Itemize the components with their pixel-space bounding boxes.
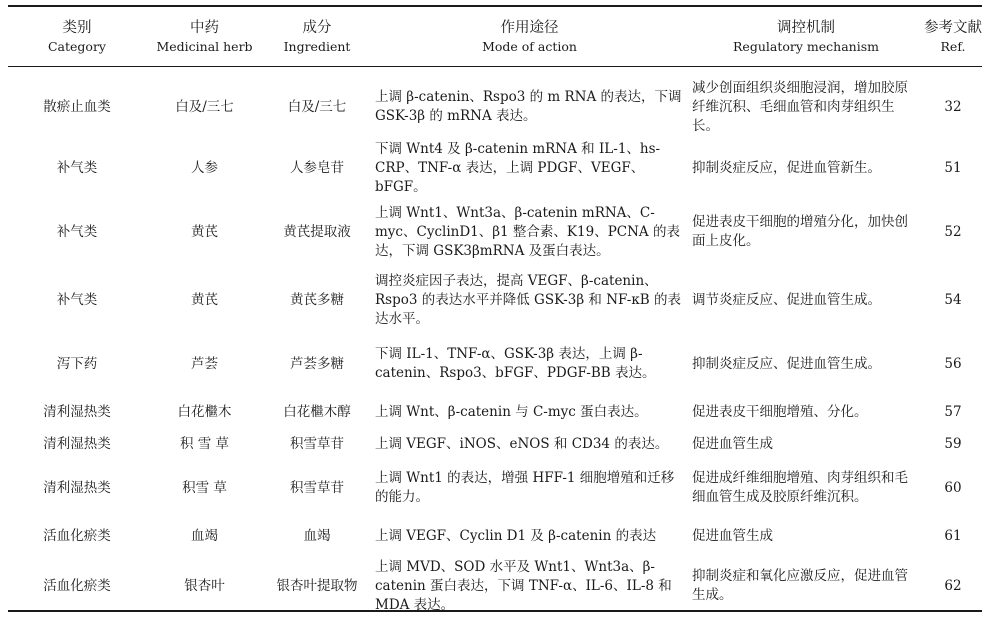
cell-category: 清利湿热类 — [43, 403, 111, 420]
cell-ref: 62 — [944, 577, 962, 594]
cell-action: 上调 Wnt1 的表达，增强 HFF-1 细胞增殖和迁移的能力。 — [375, 470, 675, 505]
cell-mechanism: 促进血管生成 — [692, 527, 773, 544]
cell-ref: 60 — [944, 479, 962, 496]
cell-ref: 57 — [944, 403, 962, 420]
cell-action: 上调 Wnt、β-catenin 与 C-myc 蛋白表达。 — [375, 403, 648, 420]
cell-mechanism: 调节炎症反应、促进血管生成。 — [692, 291, 881, 308]
cell-category: 清利湿热类 — [43, 479, 111, 496]
cell-action: 上调 VEGF、iNOS、eNOS 和 CD34 的表达。 — [375, 435, 669, 452]
header-ingredient: 成分 Ingredient — [283, 20, 351, 54]
cell-category: 补气类 — [56, 160, 98, 176]
cell-mechanism: 促进表皮干细胞增殖、分化。 — [692, 403, 868, 420]
cell-mechanism: 促进表皮干细胞的增殖分化，加快创面上皮化。 — [692, 214, 908, 249]
cell-ref: 54 — [944, 291, 962, 308]
cell-category: 补气类 — [56, 223, 98, 240]
cell-herb: 黄芪 — [191, 223, 218, 240]
cell-ingredient: 白及/三七 — [287, 98, 347, 115]
cell-mechanism: 抑制炎症反应，促进血管新生。 — [692, 160, 881, 176]
cell-action: 上调 VEGF、Cyclin D1 及 β-catenin 的表达 — [375, 527, 657, 544]
cell-ref: 56 — [944, 355, 962, 372]
header-category: 类别 Category — [47, 20, 106, 54]
cell-action: 下调 Wnt4 及 β-catenin mRNA 和 IL-1、hs-CRP、TNF-α 表达，上调 PDGF、VEGF、bFGF。 — [375, 141, 661, 195]
cell-herb: 白及/三七 — [175, 98, 234, 115]
table-row — [8, 459, 982, 517]
cell-herb: 白花檵木 — [177, 403, 232, 420]
cell-ingredient: 血竭 — [303, 527, 331, 544]
cell-ingredient: 积雪草苷 — [290, 435, 344, 452]
header-herb: 中药 Medicinal herb — [156, 20, 253, 54]
cell-ref: 52 — [944, 223, 962, 240]
spacer-row — [8, 66, 982, 74]
cell-action: 下调 IL-1、TNF-α、GSK-3β 表达，上调 β-catenin、Rspo3、bFGF、PDGF-BB 表达。 — [375, 346, 656, 381]
cell-herb: 积 雪 草 — [179, 435, 230, 452]
cell-ingredient: 人参皂苷 — [290, 160, 344, 176]
cell-mechanism: 抑制炎症反应、促进血管生成。 — [692, 355, 881, 372]
cell-ref: 59 — [944, 435, 962, 452]
cell-mechanism: 促进成纤维细胞增殖、肉芽组织和毛细血管生成及胶原纤维沉积。 — [692, 470, 908, 505]
table-row — [8, 267, 982, 333]
header-action: 作用途径 Mode of action — [482, 20, 577, 54]
table-row — [8, 555, 982, 617]
table-row — [8, 517, 982, 555]
cell-action: 调控炎症因子表达，提高 VEGF、β-catenin、Rspo3 的表达水平并降低 GSK-3β 和 NF-κB 的表达水平。 — [375, 272, 681, 327]
cell-ref: 61 — [944, 527, 962, 544]
cell-ingredient: 银杏叶提取物 — [276, 577, 358, 594]
table-row — [8, 333, 982, 395]
table-row — [8, 395, 982, 429]
cell-ingredient: 黄芪多糖 — [290, 291, 344, 308]
herb-mechanism-table — [8, 8, 982, 617]
herb-table-sheet — [8, 0, 982, 616]
cell-category: 清利湿热类 — [43, 435, 111, 452]
cell-action: 上调 MVD、SOD 水平及 Wnt1、Wnt3a、β-catenin 蛋白表达，下调 TNF-α、IL-6、IL-8 和 MDA 表达。 — [375, 558, 672, 613]
cell-ingredient: 黄芪提取液 — [283, 223, 351, 240]
cell-ref: 32 — [944, 98, 962, 115]
cell-mechanism: 抑制炎症和氧化应激反应，促进血管生成。 — [692, 568, 908, 603]
table-row — [8, 197, 982, 267]
cell-herb: 芦荟 — [191, 355, 218, 372]
header-row — [8, 8, 982, 66]
cell-herb: 人参 — [191, 160, 218, 176]
cell-ref: 51 — [944, 160, 962, 176]
cell-category: 补气类 — [56, 291, 98, 308]
cell-action: 上调 β-catenin、Rspo3 的 m RNA 的表达，下调 GSK-3β 的 mRNA 表达。 — [375, 89, 682, 124]
cell-ingredient: 积雪草苷 — [290, 479, 344, 496]
header-mechanism: 调控机制 Regulatory mechanism — [733, 20, 879, 54]
cell-category: 散瘀止血类 — [43, 98, 111, 115]
cell-category: 活血化瘀类 — [43, 527, 111, 544]
cell-herb: 黄芪 — [191, 291, 218, 308]
cell-herb: 银杏叶 — [184, 577, 225, 594]
cell-herb: 积雪 草 — [182, 479, 227, 496]
table-row — [8, 74, 982, 140]
header-ref: 参考文献 Ref. — [924, 20, 982, 54]
cell-ingredient: 芦荟多糖 — [290, 355, 344, 372]
cell-action: 上调 Wnt1、Wnt3a、β-catenin mRNA、C-myc、CyclinD1、β1 整合素、K19、PCNA 的表达，下调 GSK3βmRNA 及蛋白表达。 — [375, 204, 680, 259]
top-rule — [8, 5, 982, 7]
cell-category: 活血化瘀类 — [43, 577, 111, 594]
cell-mechanism: 促进血管生成 — [692, 435, 773, 452]
cell-category: 泻下药 — [56, 355, 98, 372]
cell-mechanism: 减少创面组织炎细胞浸润，增加胶原纤维沉积、毛细血管和肉芽组织生长。 — [692, 79, 908, 134]
table-row — [8, 140, 982, 197]
table-row — [8, 429, 982, 459]
cell-ingredient: 白花檵木醇 — [283, 403, 351, 420]
cell-herb: 血竭 — [191, 527, 218, 544]
